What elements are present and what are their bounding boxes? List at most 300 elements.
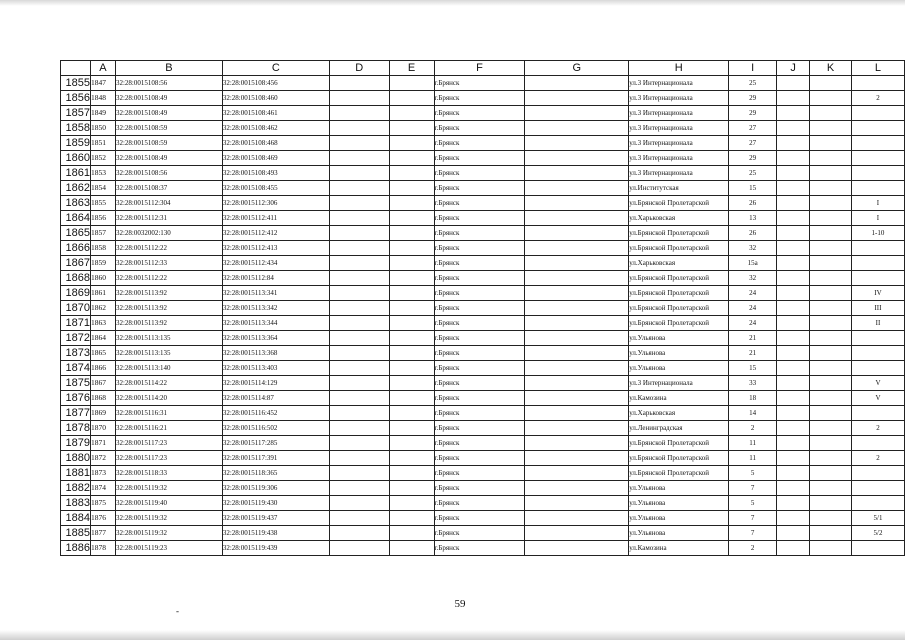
cell-e[interactable] xyxy=(389,406,434,421)
cell-d[interactable] xyxy=(329,541,389,556)
cell-c[interactable]: 32:28:0015116:452 xyxy=(222,406,329,421)
cell-e[interactable] xyxy=(389,526,434,541)
cell-d[interactable] xyxy=(329,361,389,376)
cell-c[interactable]: 32:28:0015112:413 xyxy=(222,241,329,256)
cell-l[interactable] xyxy=(851,121,904,136)
cell-a[interactable]: 1848 xyxy=(90,91,115,106)
row-number[interactable]: 1857 xyxy=(61,106,91,121)
cell-j[interactable] xyxy=(777,421,810,436)
cell-h[interactable]: ул.Ульянова xyxy=(629,481,729,496)
cell-k[interactable] xyxy=(810,91,852,106)
cell-d[interactable] xyxy=(329,391,389,406)
cell-j[interactable] xyxy=(777,391,810,406)
cell-a[interactable]: 1860 xyxy=(90,271,115,286)
cell-h[interactable]: ул.Камозина xyxy=(629,541,729,556)
row-number[interactable]: 1880 xyxy=(61,451,91,466)
column-header-f[interactable]: F xyxy=(434,61,525,76)
cell-d[interactable] xyxy=(329,346,389,361)
cell-l[interactable]: V xyxy=(851,376,904,391)
cell-f[interactable]: г.Брянск xyxy=(434,211,525,226)
cell-c[interactable]: 32:28:0015108:456 xyxy=(222,76,329,91)
cell-b[interactable]: 32:28:0015113:135 xyxy=(115,346,222,361)
cell-b[interactable]: 32:28:0015117:23 xyxy=(115,451,222,466)
cell-j[interactable] xyxy=(777,211,810,226)
cell-k[interactable] xyxy=(810,346,852,361)
cell-j[interactable] xyxy=(777,241,810,256)
cell-b[interactable]: 32:28:0015119:32 xyxy=(115,526,222,541)
cell-c[interactable]: 32:28:0015119:306 xyxy=(222,481,329,496)
cell-i[interactable]: 21 xyxy=(729,331,777,346)
cell-b[interactable]: 32:28:0015108:59 xyxy=(115,121,222,136)
cell-b[interactable]: 32:28:0015108:49 xyxy=(115,106,222,121)
cell-a[interactable]: 1878 xyxy=(90,541,115,556)
cell-j[interactable] xyxy=(777,451,810,466)
cell-j[interactable] xyxy=(777,331,810,346)
cell-l[interactable] xyxy=(851,271,904,286)
cell-f[interactable]: г.Брянск xyxy=(434,121,525,136)
cell-l[interactable]: 5/2 xyxy=(851,526,904,541)
cell-a[interactable]: 1865 xyxy=(90,346,115,361)
cell-i[interactable]: 33 xyxy=(729,376,777,391)
cell-a[interactable]: 1872 xyxy=(90,451,115,466)
cell-l[interactable] xyxy=(851,106,904,121)
cell-h[interactable]: ул.Камозина xyxy=(629,391,729,406)
cell-l[interactable] xyxy=(851,76,904,91)
cell-b[interactable]: 32:28:0015108:49 xyxy=(115,91,222,106)
cell-i[interactable]: 2 xyxy=(729,541,777,556)
cell-b[interactable]: 32:28:0015117:23 xyxy=(115,436,222,451)
cell-e[interactable] xyxy=(389,226,434,241)
cell-g[interactable] xyxy=(525,166,629,181)
cell-i[interactable]: 11 xyxy=(729,451,777,466)
cell-d[interactable] xyxy=(329,181,389,196)
cell-c[interactable]: 32:28:0015113:341 xyxy=(222,286,329,301)
cell-k[interactable] xyxy=(810,406,852,421)
cell-k[interactable] xyxy=(810,166,852,181)
row-number[interactable]: 1874 xyxy=(61,361,91,376)
cell-i[interactable]: 32 xyxy=(729,241,777,256)
cell-c[interactable]: 32:28:0015119:438 xyxy=(222,526,329,541)
cell-e[interactable] xyxy=(389,451,434,466)
cell-f[interactable]: г.Брянск xyxy=(434,391,525,406)
cell-f[interactable]: г.Брянск xyxy=(434,526,525,541)
cell-d[interactable] xyxy=(329,481,389,496)
cell-l[interactable]: V xyxy=(851,391,904,406)
cell-g[interactable] xyxy=(525,436,629,451)
cell-k[interactable] xyxy=(810,271,852,286)
cell-g[interactable] xyxy=(525,496,629,511)
cell-a[interactable]: 1859 xyxy=(90,256,115,271)
cell-a[interactable]: 1847 xyxy=(90,76,115,91)
cell-j[interactable] xyxy=(777,526,810,541)
cell-d[interactable] xyxy=(329,301,389,316)
cell-h[interactable]: ул.Ленинградская xyxy=(629,421,729,436)
cell-a[interactable]: 1874 xyxy=(90,481,115,496)
cell-l[interactable] xyxy=(851,436,904,451)
column-header-e[interactable]: E xyxy=(389,61,434,76)
cell-d[interactable] xyxy=(329,436,389,451)
cell-i[interactable]: 29 xyxy=(729,106,777,121)
cell-j[interactable] xyxy=(777,496,810,511)
cell-f[interactable]: г.Брянск xyxy=(434,241,525,256)
row-number[interactable]: 1878 xyxy=(61,421,91,436)
cell-i[interactable]: 5 xyxy=(729,496,777,511)
cell-g[interactable] xyxy=(525,256,629,271)
cell-d[interactable] xyxy=(329,496,389,511)
cell-g[interactable] xyxy=(525,391,629,406)
cell-g[interactable] xyxy=(525,151,629,166)
cell-f[interactable]: г.Брянск xyxy=(434,196,525,211)
cell-g[interactable] xyxy=(525,466,629,481)
cell-f[interactable]: г.Брянск xyxy=(434,541,525,556)
cell-h[interactable]: ул.Брянской Пролетарской xyxy=(629,196,729,211)
cell-f[interactable]: г.Брянск xyxy=(434,481,525,496)
cell-l[interactable]: I xyxy=(851,211,904,226)
cell-h[interactable]: ул.Брянской Пролетарской xyxy=(629,241,729,256)
cell-h[interactable]: ул.3 Интернационала xyxy=(629,106,729,121)
cell-b[interactable]: 32:28:0015113:140 xyxy=(115,361,222,376)
cell-g[interactable] xyxy=(525,331,629,346)
cell-g[interactable] xyxy=(525,481,629,496)
cell-b[interactable]: 32:28:0015113:92 xyxy=(115,316,222,331)
column-header-h[interactable]: H xyxy=(629,61,729,76)
row-number[interactable]: 1872 xyxy=(61,331,91,346)
cell-h[interactable]: ул.3 Интернационала xyxy=(629,166,729,181)
cell-l[interactable] xyxy=(851,136,904,151)
cell-j[interactable] xyxy=(777,406,810,421)
cell-e[interactable] xyxy=(389,331,434,346)
cell-l[interactable]: I xyxy=(851,196,904,211)
row-number[interactable]: 1864 xyxy=(61,211,91,226)
column-header-d[interactable]: D xyxy=(329,61,389,76)
cell-d[interactable] xyxy=(329,151,389,166)
cell-g[interactable] xyxy=(525,286,629,301)
cell-d[interactable] xyxy=(329,241,389,256)
cell-e[interactable] xyxy=(389,241,434,256)
cell-c[interactable]: 32:28:0015108:468 xyxy=(222,136,329,151)
cell-g[interactable] xyxy=(525,136,629,151)
cell-j[interactable] xyxy=(777,511,810,526)
cell-g[interactable] xyxy=(525,511,629,526)
cell-j[interactable] xyxy=(777,466,810,481)
cell-a[interactable]: 1877 xyxy=(90,526,115,541)
cell-l[interactable]: 2 xyxy=(851,91,904,106)
cell-f[interactable]: г.Брянск xyxy=(434,316,525,331)
cell-j[interactable] xyxy=(777,136,810,151)
cell-e[interactable] xyxy=(389,541,434,556)
cell-l[interactable]: IV xyxy=(851,286,904,301)
cell-h[interactable]: ул.Брянской Пролетарской xyxy=(629,271,729,286)
cell-l[interactable] xyxy=(851,541,904,556)
cell-k[interactable] xyxy=(810,511,852,526)
cell-b[interactable]: 32:28:0015112:22 xyxy=(115,241,222,256)
cell-h[interactable]: ул.Брянской Пролетарской xyxy=(629,286,729,301)
cell-h[interactable]: ул.3 Интернационала xyxy=(629,76,729,91)
cell-f[interactable]: г.Брянск xyxy=(434,226,525,241)
row-number[interactable]: 1861 xyxy=(61,166,91,181)
cell-a[interactable]: 1870 xyxy=(90,421,115,436)
cell-k[interactable] xyxy=(810,136,852,151)
cell-a[interactable]: 1875 xyxy=(90,496,115,511)
cell-a[interactable]: 1866 xyxy=(90,361,115,376)
cell-h[interactable]: ул.Харьковская xyxy=(629,211,729,226)
cell-i[interactable]: 18 xyxy=(729,391,777,406)
cell-c[interactable]: 32:28:0015113:342 xyxy=(222,301,329,316)
cell-h[interactable]: ул.Брянской Пролетарской xyxy=(629,316,729,331)
cell-e[interactable] xyxy=(389,121,434,136)
row-number[interactable]: 1871 xyxy=(61,316,91,331)
row-number[interactable]: 1868 xyxy=(61,271,91,286)
cell-g[interactable] xyxy=(525,361,629,376)
cell-e[interactable] xyxy=(389,256,434,271)
cell-i[interactable]: 24 xyxy=(729,301,777,316)
cell-d[interactable] xyxy=(329,271,389,286)
cell-j[interactable] xyxy=(777,76,810,91)
cell-d[interactable] xyxy=(329,331,389,346)
cell-c[interactable]: 32:28:0015108:455 xyxy=(222,181,329,196)
cell-h[interactable]: ул.3 Интернационала xyxy=(629,136,729,151)
cell-a[interactable]: 1876 xyxy=(90,511,115,526)
cell-j[interactable] xyxy=(777,256,810,271)
cell-f[interactable]: г.Брянск xyxy=(434,406,525,421)
cell-c[interactable]: 32:28:0015119:430 xyxy=(222,496,329,511)
cell-f[interactable]: г.Брянск xyxy=(434,301,525,316)
cell-e[interactable] xyxy=(389,76,434,91)
cell-c[interactable]: 32:28:0015116:502 xyxy=(222,421,329,436)
cell-h[interactable]: ул.Брянской Пролетарской xyxy=(629,226,729,241)
cell-b[interactable]: 32:28:0015116:31 xyxy=(115,406,222,421)
row-number[interactable]: 1859 xyxy=(61,136,91,151)
cell-g[interactable] xyxy=(525,376,629,391)
cell-c[interactable]: 32:28:0015114:87 xyxy=(222,391,329,406)
cell-k[interactable] xyxy=(810,436,852,451)
cell-h[interactable]: ул.Харьковская xyxy=(629,256,729,271)
cell-j[interactable] xyxy=(777,541,810,556)
cell-k[interactable] xyxy=(810,256,852,271)
cell-j[interactable] xyxy=(777,91,810,106)
cell-d[interactable] xyxy=(329,376,389,391)
cell-j[interactable] xyxy=(777,286,810,301)
cell-c[interactable]: 32:28:0015112:434 xyxy=(222,256,329,271)
cell-c[interactable]: 32:28:0015117:285 xyxy=(222,436,329,451)
cell-d[interactable] xyxy=(329,286,389,301)
cell-g[interactable] xyxy=(525,346,629,361)
cell-k[interactable] xyxy=(810,541,852,556)
cell-l[interactable] xyxy=(851,166,904,181)
cell-c[interactable]: 32:28:0015108:469 xyxy=(222,151,329,166)
cell-l[interactable]: 2 xyxy=(851,451,904,466)
cell-f[interactable]: г.Брянск xyxy=(434,361,525,376)
cell-a[interactable]: 1871 xyxy=(90,436,115,451)
row-number[interactable]: 1879 xyxy=(61,436,91,451)
cell-f[interactable]: г.Брянск xyxy=(434,106,525,121)
cell-b[interactable]: 32:28:0015108:49 xyxy=(115,151,222,166)
cell-a[interactable]: 1856 xyxy=(90,211,115,226)
cell-f[interactable]: г.Брянск xyxy=(434,421,525,436)
row-number[interactable]: 1877 xyxy=(61,406,91,421)
cell-j[interactable] xyxy=(777,376,810,391)
cell-d[interactable] xyxy=(329,406,389,421)
row-number[interactable]: 1882 xyxy=(61,481,91,496)
cell-g[interactable] xyxy=(525,271,629,286)
cell-i[interactable]: 25 xyxy=(729,76,777,91)
cell-g[interactable] xyxy=(525,541,629,556)
cell-k[interactable] xyxy=(810,301,852,316)
cell-d[interactable] xyxy=(329,256,389,271)
cell-f[interactable]: г.Брянск xyxy=(434,496,525,511)
cell-l[interactable] xyxy=(851,496,904,511)
cell-f[interactable]: г.Брянск xyxy=(434,511,525,526)
cell-j[interactable] xyxy=(777,166,810,181)
cell-i[interactable]: 15а xyxy=(729,256,777,271)
cell-g[interactable] xyxy=(525,526,629,541)
cell-k[interactable] xyxy=(810,76,852,91)
cell-e[interactable] xyxy=(389,301,434,316)
cell-l[interactable] xyxy=(851,466,904,481)
column-header-b[interactable]: B xyxy=(115,61,222,76)
column-header-a[interactable]: A xyxy=(90,61,115,76)
cell-e[interactable] xyxy=(389,481,434,496)
cell-c[interactable]: 32:28:0015112:412 xyxy=(222,226,329,241)
cell-b[interactable]: 32:28:0015108:56 xyxy=(115,76,222,91)
cell-i[interactable]: 5 xyxy=(729,466,777,481)
cell-a[interactable]: 1853 xyxy=(90,166,115,181)
cell-e[interactable] xyxy=(389,376,434,391)
cell-f[interactable]: г.Брянск xyxy=(434,256,525,271)
row-number[interactable]: 1858 xyxy=(61,121,91,136)
row-number[interactable]: 1885 xyxy=(61,526,91,541)
cell-i[interactable]: 15 xyxy=(729,361,777,376)
cell-i[interactable]: 7 xyxy=(729,511,777,526)
row-number[interactable]: 1883 xyxy=(61,496,91,511)
cell-e[interactable] xyxy=(389,166,434,181)
cell-h[interactable]: ул.Брянской Пролетарской xyxy=(629,301,729,316)
cell-i[interactable]: 11 xyxy=(729,436,777,451)
cell-e[interactable] xyxy=(389,421,434,436)
cell-k[interactable] xyxy=(810,481,852,496)
cell-e[interactable] xyxy=(389,106,434,121)
cell-l[interactable]: II xyxy=(851,316,904,331)
row-number[interactable]: 1865 xyxy=(61,226,91,241)
cell-l[interactable] xyxy=(851,181,904,196)
cell-f[interactable]: г.Брянск xyxy=(434,466,525,481)
column-header-j[interactable]: J xyxy=(777,61,810,76)
cell-g[interactable] xyxy=(525,451,629,466)
cell-i[interactable]: 32 xyxy=(729,271,777,286)
cell-g[interactable] xyxy=(525,406,629,421)
cell-d[interactable] xyxy=(329,511,389,526)
cell-h[interactable]: ул.3 Интернационала xyxy=(629,91,729,106)
cell-h[interactable]: ул.3 Интернационала xyxy=(629,121,729,136)
cell-l[interactable] xyxy=(851,331,904,346)
cell-a[interactable]: 1858 xyxy=(90,241,115,256)
cell-d[interactable] xyxy=(329,211,389,226)
cell-i[interactable]: 7 xyxy=(729,526,777,541)
cell-l[interactable]: III xyxy=(851,301,904,316)
cell-a[interactable]: 1854 xyxy=(90,181,115,196)
cell-e[interactable] xyxy=(389,151,434,166)
cell-h[interactable]: ул.Институтская xyxy=(629,181,729,196)
cell-i[interactable]: 21 xyxy=(729,346,777,361)
cell-h[interactable]: ул.Ульянова xyxy=(629,511,729,526)
cell-h[interactable]: ул.3 Интернационала xyxy=(629,151,729,166)
cell-e[interactable] xyxy=(389,436,434,451)
cell-e[interactable] xyxy=(389,211,434,226)
cell-d[interactable] xyxy=(329,166,389,181)
cell-i[interactable]: 15 xyxy=(729,181,777,196)
cell-d[interactable] xyxy=(329,136,389,151)
cell-k[interactable] xyxy=(810,466,852,481)
cell-j[interactable] xyxy=(777,106,810,121)
cell-c[interactable]: 32:28:0015119:437 xyxy=(222,511,329,526)
cell-b[interactable]: 32:28:0015113:92 xyxy=(115,301,222,316)
cell-a[interactable]: 1857 xyxy=(90,226,115,241)
cell-g[interactable] xyxy=(525,91,629,106)
cell-a[interactable]: 1852 xyxy=(90,151,115,166)
row-number[interactable]: 1870 xyxy=(61,301,91,316)
cell-c[interactable]: 32:28:0015108:462 xyxy=(222,121,329,136)
cell-h[interactable]: ул.Ульянова xyxy=(629,496,729,511)
cell-a[interactable]: 1868 xyxy=(90,391,115,406)
cell-e[interactable] xyxy=(389,91,434,106)
cell-d[interactable] xyxy=(329,316,389,331)
cell-l[interactable] xyxy=(851,151,904,166)
cell-d[interactable] xyxy=(329,76,389,91)
cell-j[interactable] xyxy=(777,316,810,331)
cell-i[interactable]: 25 xyxy=(729,166,777,181)
cell-g[interactable] xyxy=(525,211,629,226)
row-number[interactable]: 1881 xyxy=(61,466,91,481)
cell-i[interactable]: 24 xyxy=(729,316,777,331)
row-number[interactable]: 1862 xyxy=(61,181,91,196)
row-number[interactable]: 1873 xyxy=(61,346,91,361)
cell-c[interactable]: 32:28:0015108:493 xyxy=(222,166,329,181)
column-header-k[interactable]: K xyxy=(810,61,852,76)
cell-k[interactable] xyxy=(810,151,852,166)
row-number[interactable]: 1876 xyxy=(61,391,91,406)
cell-j[interactable] xyxy=(777,196,810,211)
cell-g[interactable] xyxy=(525,241,629,256)
cell-b[interactable]: 32:28:0015119:23 xyxy=(115,541,222,556)
cell-b[interactable]: 32:28:0015112:31 xyxy=(115,211,222,226)
cell-h[interactable]: ул.Ульянова xyxy=(629,526,729,541)
cell-g[interactable] xyxy=(525,76,629,91)
cell-g[interactable] xyxy=(525,301,629,316)
cell-j[interactable] xyxy=(777,181,810,196)
cell-h[interactable]: ул.3 Интернационала xyxy=(629,376,729,391)
cell-e[interactable] xyxy=(389,286,434,301)
row-number[interactable]: 1856 xyxy=(61,91,91,106)
cell-a[interactable]: 1855 xyxy=(90,196,115,211)
cell-a[interactable]: 1864 xyxy=(90,331,115,346)
cell-d[interactable] xyxy=(329,466,389,481)
cell-f[interactable]: г.Брянск xyxy=(434,271,525,286)
cell-f[interactable]: г.Брянск xyxy=(434,451,525,466)
cell-e[interactable] xyxy=(389,496,434,511)
cell-l[interactable] xyxy=(851,256,904,271)
cell-l[interactable]: 1-10 xyxy=(851,226,904,241)
cell-b[interactable]: 32:28:0015119:40 xyxy=(115,496,222,511)
cell-l[interactable] xyxy=(851,346,904,361)
cell-b[interactable]: 32:28:0015112:22 xyxy=(115,271,222,286)
cell-a[interactable]: 1862 xyxy=(90,301,115,316)
column-header-g[interactable]: G xyxy=(525,61,629,76)
cell-i[interactable]: 29 xyxy=(729,151,777,166)
cell-i[interactable]: 26 xyxy=(729,226,777,241)
cell-l[interactable] xyxy=(851,481,904,496)
row-number[interactable]: 1863 xyxy=(61,196,91,211)
cell-d[interactable] xyxy=(329,526,389,541)
